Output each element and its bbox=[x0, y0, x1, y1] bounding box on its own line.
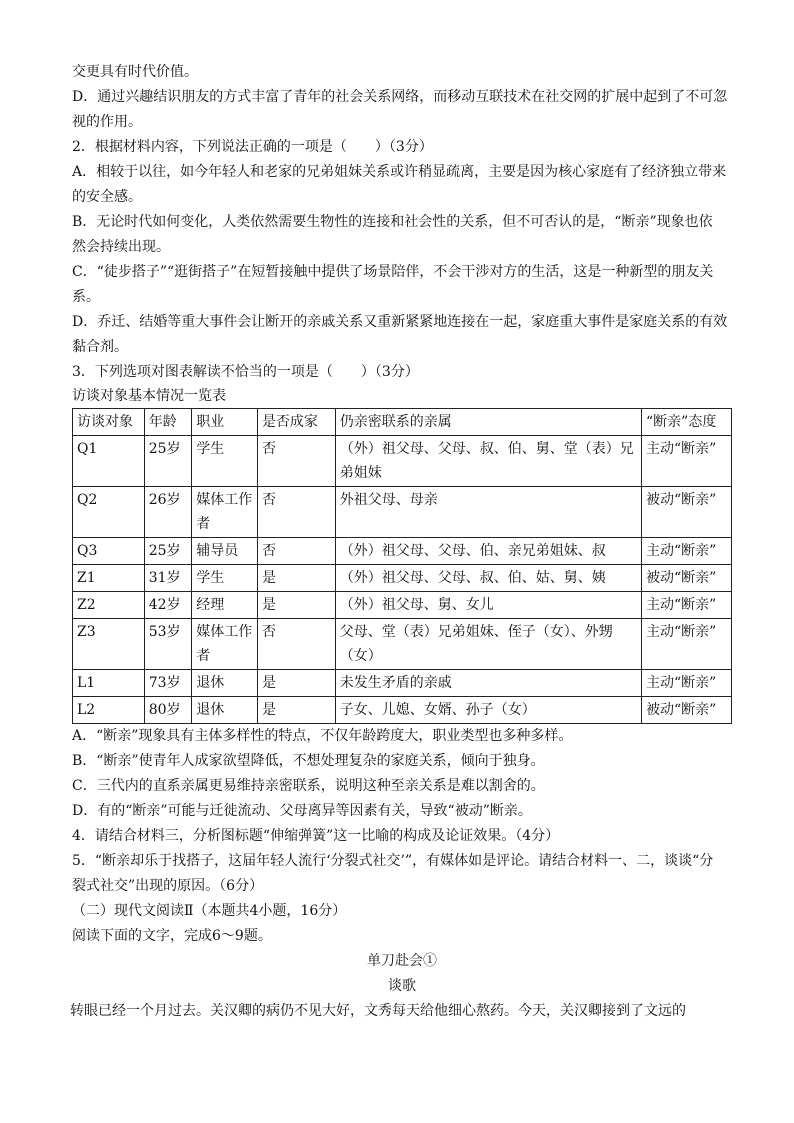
table-header-row bbox=[73, 409, 732, 436]
question-4: 4．请结合材料三，分析图标题“伸缩弹簧”这一比喻的构成及论证效果。（4分） bbox=[72, 828, 560, 844]
table-cell: 辅导员 bbox=[192, 538, 258, 565]
table-cell: 是 bbox=[257, 670, 335, 697]
table-cell: Z3 bbox=[73, 619, 145, 670]
table-header: 职业 bbox=[192, 409, 258, 436]
table-cell: 73岁 bbox=[144, 670, 192, 697]
table-row bbox=[73, 697, 732, 724]
table-cell: 学生 bbox=[192, 436, 258, 487]
table-cell: 42岁 bbox=[144, 592, 192, 619]
table-row bbox=[73, 538, 732, 565]
table-cell: 25岁 bbox=[144, 538, 192, 565]
table-cell: （外）祖父母、父母、叔、伯、姑、舅、姨 bbox=[335, 565, 641, 592]
table-cell: 否 bbox=[257, 538, 335, 565]
table-cell: 80岁 bbox=[144, 697, 192, 724]
table-cell: L1 bbox=[73, 670, 145, 697]
q3-option-d: D．有的“断亲”可能与迁徙流动、父母离异等因素有关，导致“被动”断亲。 bbox=[72, 803, 532, 819]
table-cell: （外）祖父母、舅、女儿 bbox=[335, 592, 641, 619]
table-cell: 被动“断亲” bbox=[642, 487, 732, 538]
story-title: 单刀赴会① bbox=[367, 953, 437, 969]
question-5: 5．“断亲却乐于找搭子，这届年轻人流行‘分裂式社交’”，有媒体如是评论。请结合材料一、二，谈谈“分 bbox=[72, 853, 714, 869]
table-header: 年龄 bbox=[144, 409, 192, 436]
q2-option-c: C．“徒步搭子”“逛街搭子”在短暂接触中提供了场景陪伴，不会干涉对方的生活，这是一种新型的朋友关 bbox=[72, 264, 714, 280]
table-cell: 媒体工作者 bbox=[192, 487, 258, 538]
table-row bbox=[73, 565, 732, 592]
table-cell: Q3 bbox=[73, 538, 145, 565]
table-cell: Z2 bbox=[73, 592, 145, 619]
table-cell: 主动“断亲” bbox=[642, 619, 732, 670]
table-header: “断亲”态度 bbox=[642, 409, 732, 436]
table-cell: （外）祖父母、父母、伯、亲兄弟姐妹、叔 bbox=[335, 538, 641, 565]
table-cell: 经理 bbox=[192, 592, 258, 619]
intro-line: 视的作用。 bbox=[72, 114, 142, 130]
table-cell: Q1 bbox=[73, 436, 145, 487]
q2-option-d: D．乔迁、结婚等重大事件会让断开的亲戚关系又重新紧紧地连接在一起，家庭重大事件是家庭关系的有效 bbox=[72, 314, 728, 330]
table-row bbox=[73, 592, 732, 619]
table-cell: 主动“断亲” bbox=[642, 592, 732, 619]
table-cell: 25岁 bbox=[144, 436, 192, 487]
table-cell: 媒体工作者 bbox=[192, 619, 258, 670]
table-cell: 未发生矛盾的亲戚 bbox=[335, 670, 641, 697]
interviewee-table bbox=[72, 408, 732, 724]
table-cell: 被动“断亲” bbox=[642, 565, 732, 592]
table-cell: L2 bbox=[73, 697, 145, 724]
table-row bbox=[73, 487, 732, 538]
question-5-cont: 裂式社交”出现的原因。（6分） bbox=[72, 878, 264, 894]
table-cell: 53岁 bbox=[144, 619, 192, 670]
q3-option-b: B．“断亲”使青年人成家欲望降低，不想处理复杂的家庭关系，倾向于独身。 bbox=[72, 753, 545, 769]
intro-line: 交更具有时代价值。 bbox=[72, 64, 198, 80]
story-author: 谈歌 bbox=[388, 978, 416, 994]
table-cell: 否 bbox=[257, 436, 335, 487]
table-cell: 退休 bbox=[192, 697, 258, 724]
question-3-stem: 3．下列选项对图表解读不恰当的一项是（ ）（3分） bbox=[72, 364, 419, 380]
q2-option-a-cont: 的安全感。 bbox=[72, 189, 142, 205]
q2-option-c-cont: 系。 bbox=[72, 289, 100, 305]
table-cell: 被动“断亲” bbox=[642, 697, 732, 724]
table-cell: 31岁 bbox=[144, 565, 192, 592]
page bbox=[72, 60, 732, 1024]
q3-option-a: A．“断亲”现象具有主体多样性的特点，不仅年龄跨度大，职业类型也多种多样。 bbox=[72, 728, 573, 744]
table-cell: 外祖父母、母亲 bbox=[335, 487, 641, 538]
table-caption: 访谈对象基本情况一览表 bbox=[72, 388, 226, 404]
table-header: 仍亲密联系的亲属 bbox=[335, 409, 641, 436]
q2-option-b: B．无论时代如何变化，人类依然需要生物性的连接和社会性的关系，但不可否认的是，“断亲”现象也依 bbox=[72, 214, 713, 230]
table-header: 是否成家 bbox=[257, 409, 335, 436]
table-row bbox=[73, 436, 732, 487]
q2-option-d-cont: 黏合剂。 bbox=[72, 339, 128, 355]
table-cell: Q2 bbox=[73, 487, 145, 538]
story-paragraph: 转眼已经一个月过去。关汉卿的病仍不见大好，文秀每天给他细心熬药。今天，关汉卿接到了文远的 bbox=[70, 1003, 686, 1019]
table-cell: 否 bbox=[257, 487, 335, 538]
table-cell: 父母、堂（表）兄弟姐妹、侄子（女）、外甥（女） bbox=[335, 619, 641, 670]
table-cell: 主动“断亲” bbox=[642, 538, 732, 565]
table-cell: 否 bbox=[257, 619, 335, 670]
intro-line: D．通过兴趣结识朋友的方式丰富了青年的社会关系网络，而移动互联技术在社交网的扩展中起到了不可忽 bbox=[72, 89, 728, 105]
section-instruction: 阅读下面的文字，完成6～9题。 bbox=[72, 928, 272, 944]
q2-option-a: A．相较于以往，如今年轻人和老家的兄弟姐妹关系或许稍显疏离，主要是因为核心家庭有了经济独立带来 bbox=[72, 164, 727, 180]
table-cell: 是 bbox=[257, 697, 335, 724]
q3-option-c: C．三代内的直系亲属更易维持亲密联系，说明这种至亲关系是难以割舍的。 bbox=[72, 778, 545, 794]
table-cell: 主动“断亲” bbox=[642, 436, 732, 487]
question-2-stem: 2．根据材料内容，下列说法正确的一项是（ ）（3分） bbox=[72, 139, 433, 155]
table-cell: 是 bbox=[257, 592, 335, 619]
q2-option-b-cont: 然会持续出现。 bbox=[72, 239, 170, 255]
table-cell: 学生 bbox=[192, 565, 258, 592]
table-cell: （外）祖父母、父母、叔、伯、舅、堂（表）兄弟姐妹 bbox=[335, 436, 641, 487]
table-cell: 是 bbox=[257, 565, 335, 592]
table-header: 访谈对象 bbox=[73, 409, 145, 436]
table-cell: 子女、儿媳、女婿、孙子（女） bbox=[335, 697, 641, 724]
section-heading: （二）现代文阅读Ⅱ（本题共4小题，16分） bbox=[72, 903, 347, 919]
table-cell: Z1 bbox=[73, 565, 145, 592]
table-row bbox=[73, 670, 732, 697]
table-cell: 26岁 bbox=[144, 487, 192, 538]
table-cell: 主动“断亲” bbox=[642, 670, 732, 697]
table-row bbox=[73, 619, 732, 670]
table-cell: 退休 bbox=[192, 670, 258, 697]
